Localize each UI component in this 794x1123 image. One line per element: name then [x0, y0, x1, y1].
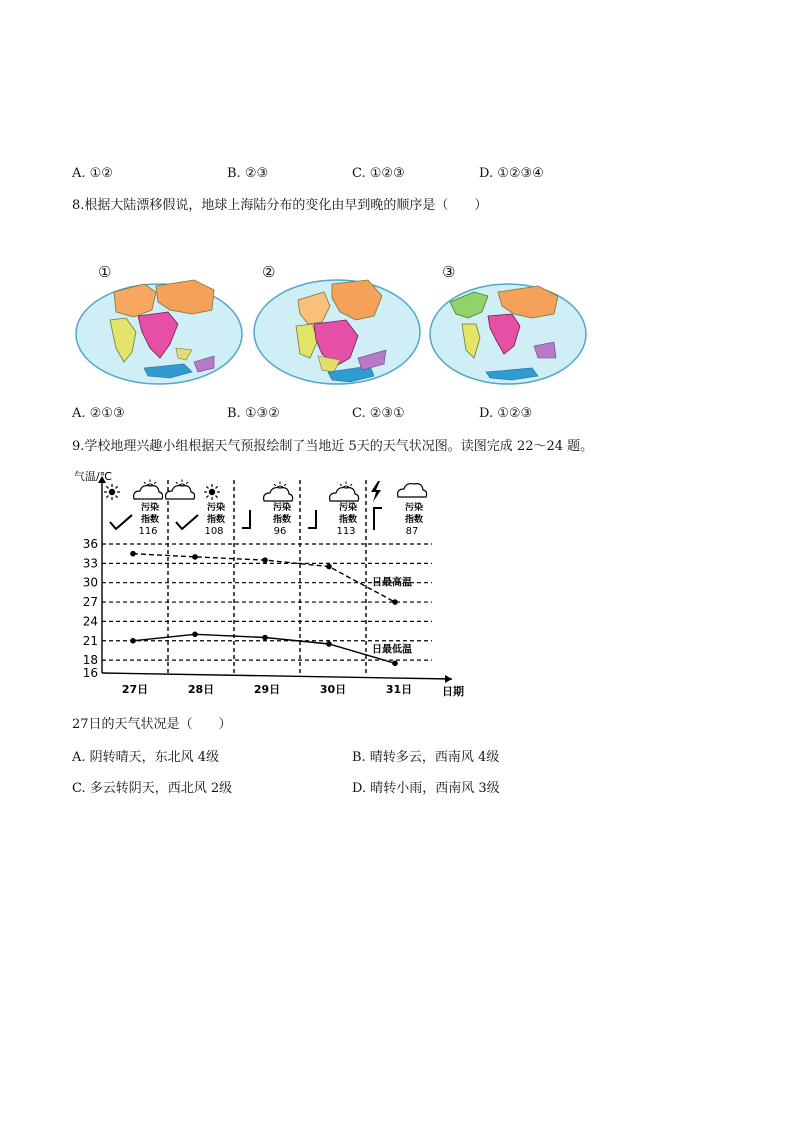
y-tick-label: 21	[82, 633, 98, 648]
y-tick-label: 18	[82, 653, 98, 668]
max-temp-point	[262, 557, 268, 563]
world-map-2	[252, 262, 422, 387]
x-axis-label: 日期	[442, 685, 464, 698]
x-tick-label: 31日	[385, 683, 413, 696]
partly-cloudy-icon	[264, 482, 293, 502]
q8-option-b[interactable]: B. ①③②	[227, 406, 280, 421]
map-1-label: ①	[98, 263, 112, 281]
q9-option-d[interactable]: D. 晴转小雨，西南风 3级	[352, 781, 500, 796]
q9-sub-question: 27日的天气状况是（ ）	[72, 717, 232, 732]
q9-option-c[interactable]: C. 多云转阴天，西北风 2级	[72, 781, 233, 796]
pollution-label-top: 污染	[404, 503, 424, 513]
q8-stem: 8.根据大陆漂移假说，地球上海陆分布的变化由早到晚的顺序是（ ）	[72, 198, 488, 213]
y-tick-label: 30	[82, 575, 98, 590]
y-tick-label: 27	[82, 595, 98, 610]
q8-option-d[interactable]: D. ①②③	[479, 406, 533, 421]
pollution-label-bottom: 指数	[338, 515, 358, 525]
y-tick-label: 33	[82, 556, 98, 571]
q9-option-a[interactable]: A. 阴转晴天，东北风 4级	[72, 750, 220, 765]
pollution-index-value: 113	[336, 526, 356, 537]
max-temp-point	[392, 599, 398, 605]
q8-option-a[interactable]: A. ②①③	[72, 406, 125, 421]
weather-chart	[72, 468, 464, 704]
min-temp-point	[192, 632, 198, 638]
pollution-label-bottom: 指数	[404, 515, 424, 525]
max-temp-point	[130, 551, 136, 557]
x-axis-arrow	[445, 675, 452, 683]
pollution-label-top: 污染	[206, 503, 226, 513]
q8-option-c[interactable]: C. ②③①	[352, 406, 405, 421]
partly-cloudy-icon	[330, 482, 359, 502]
map-2-label: ②	[262, 263, 276, 281]
max-temp-point	[326, 564, 332, 570]
q7-option-b[interactable]: B. ②③	[227, 166, 269, 181]
q7-option-d[interactable]: D. ①②③④	[479, 166, 544, 181]
wind-barb-icon	[374, 508, 382, 530]
pollution-index-value: 108	[204, 526, 224, 537]
lightning-icon	[371, 481, 381, 502]
pollution-index-value: 87	[405, 526, 419, 537]
cloud-icon	[398, 484, 427, 497]
map-3-label: ③	[442, 263, 456, 281]
y-axis-label: 气温/℃	[74, 470, 113, 483]
pollution-label-top: 污染	[272, 503, 292, 513]
drifting-continents-map-icon	[252, 262, 422, 387]
wind-barb-icon	[242, 510, 250, 528]
partly-cloudy-icon	[134, 480, 163, 500]
wind-barb-icon	[110, 515, 132, 529]
sun-icon	[204, 484, 220, 500]
x-tick-label: 30日	[319, 683, 347, 696]
min-temp-point	[392, 661, 398, 667]
y-tick-label: 36	[82, 537, 98, 551]
min-temp-series-label: 日最低温	[372, 644, 412, 656]
min-temp-point	[326, 641, 332, 647]
partly-cloudy-icon	[166, 480, 195, 500]
sun-icon	[104, 484, 120, 500]
q9-stem: 9.学校地理兴趣小组根据天气预报绘制了当地近 5天的天气状况图。读图完成 22～24 题。	[72, 439, 594, 454]
q7-option-a[interactable]: A. ①②	[72, 166, 113, 181]
max-temp-series-label: 日最高温	[372, 577, 412, 589]
pollution-label-bottom: 指数	[140, 515, 160, 525]
pollution-label-top: 污染	[338, 503, 358, 513]
x-axis	[102, 673, 452, 679]
x-tick-label: 27日	[121, 683, 149, 696]
world-map-1	[74, 262, 244, 387]
q9-option-b[interactable]: B. 晴转多云，西南风 4级	[352, 750, 500, 765]
q7-option-c[interactable]: C. ①②③	[352, 166, 405, 181]
wind-barb-icon	[308, 510, 316, 528]
pollution-label-top: 污染	[140, 503, 160, 513]
x-tick-label: 28日	[187, 683, 215, 696]
pollution-index-value: 96	[273, 526, 287, 537]
max-temp-point	[192, 554, 198, 560]
x-tick-label: 29日	[253, 683, 281, 696]
y-tick-label: 24	[82, 614, 98, 629]
min-temp-point	[262, 635, 268, 641]
pollution-label-bottom: 指数	[272, 515, 292, 525]
pollution-index-value: 116	[138, 526, 158, 537]
wind-barb-icon	[176, 515, 198, 529]
pollution-label-bottom: 指数	[206, 515, 226, 525]
min-temp-point	[130, 638, 136, 644]
world-map-3	[428, 262, 590, 387]
y-tick-label: 16	[82, 666, 98, 680]
